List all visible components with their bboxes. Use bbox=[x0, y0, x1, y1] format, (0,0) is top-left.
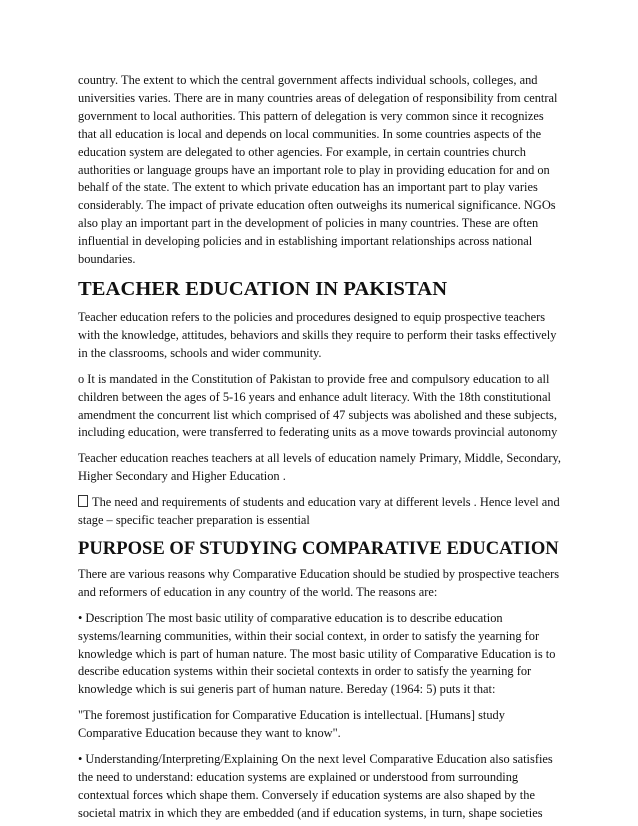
paragraph-teacher-education-definition: Teacher education refers to the policies and procedures designed to equip prospective teachers with the knowledge, attitudes, behaviors and skills they require to perform their tasks effectively in the classrooms, schools and wider community. bbox=[78, 309, 557, 360]
paragraph-reasons-intro: There are various reasons why Comparative Education should be studied by prospective teachers and reformers of education in any country of the world. The reasons are: bbox=[78, 566, 560, 599]
paragraph-understanding: • Understanding/Interpreting/Explaining On the next level Comparative Education also satisfies the need to understand: education systems are explained or understood from surrounding contextual forces which shape them. Conversely if education systems are also shaped by the societal matrix in which they are embedded (and if education systems, in turn, shape societies bbox=[78, 752, 553, 820]
intro-paragraph: country. The extent to which the central government affects individual schools, colleges, and universities varies. There are in many countries areas of delegation of responsibility from central government to local authorities. This pattern of delegation is very common since it recognizes that all education is local and depends on local communities. In some countries aspects of the education system are delegated to other agencies. For example, in certain countries church authorities or language groups have an important role to play in providing education for and on behalf of the state. The extent to which private education has an important part to play varies considerably. The impact of private education often outweighs its numerical significance. NGOs also play an important part in the development of policies in many countries. These are often influential in developing policies and in establishing important relationships across national boundaries. bbox=[78, 73, 558, 267]
section-heading-teacher-education: TEACHER EDUCATION IN PAKISTAN bbox=[78, 277, 448, 300]
paragraph-constitution-mandate: o It is mandated in the Constitution of Pakistan to provide free and compulsory education to all children between the ages of 5-16 years and enhance adult literacy. With the 18th constitutional amendment the concurrent list which comprised of 47 subjects was abolished and these subjects, including education, were transferred to federating units as a move towards provincial autonomy bbox=[78, 371, 558, 440]
paragraph-level-specific-text: The need and requirements of students and education vary at different levels . Hence level and stage – specific teacher preparation is essential bbox=[78, 495, 560, 528]
paragraph-bereday-quote: "The foremost justification for Comparative Education is intellectual. [Humans] study Comparative Education because they want to know". bbox=[78, 708, 505, 741]
paragraph-teacher-education-levels: Teacher education reaches teachers at all levels of education namely Primary, Middle, Secondary, Higher Secondary and Higher Education . bbox=[78, 451, 561, 484]
paragraph-description: • Description The most basic utility of comparative education is to describe education systems/learning communities, within their social context, in order to satisfy the yearning for knowledge which is part of human nature. The most basic utility of Comparative Education is to describe education systems within their societal contexts in order to satisfy the yearning for knowledge which is sui generis part of human nature. Bereday (1964: 5) puts it that: bbox=[78, 610, 556, 697]
paragraph-level-specific-preparation bbox=[78, 494, 562, 530]
section-heading-purpose-comparative-education: PURPOSE OF STUDYING COMPARATIVE EDUCATION bbox=[78, 537, 559, 559]
missing-glyph-icon bbox=[78, 495, 88, 507]
